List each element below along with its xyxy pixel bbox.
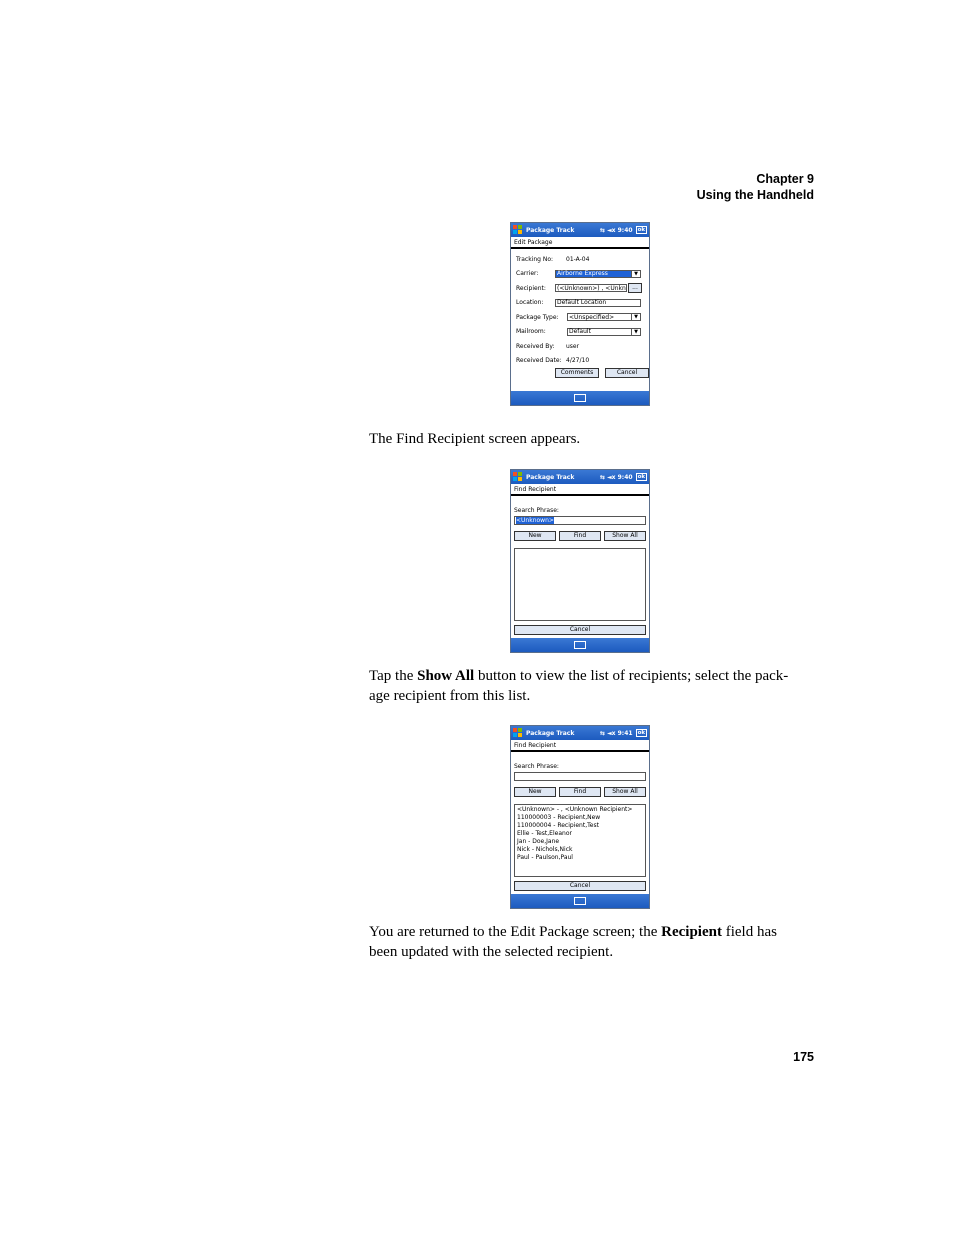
ok-button[interactable]: ok [637,227,645,233]
new-button[interactable]: New [514,787,556,797]
action-buttons [555,368,649,378]
carrier-label: Carrier: [516,270,539,278]
search-value: <Unknown> [516,517,554,524]
search-buttons [511,525,649,541]
page-number: 175 [793,1050,814,1064]
tracking-label: Tracking No: [516,255,554,263]
search-input[interactable] [514,772,646,781]
find-button[interactable]: Find [559,531,601,541]
p3-line-2: been updated with the selected recipient. [369,943,614,960]
package-type-value: <Unspecified> [569,313,615,321]
bottom-bar [511,894,649,908]
list-item[interactable]: 110000003 - Recipient,New [517,814,601,821]
new-button[interactable]: New [514,531,556,541]
received-date-label: Received Date: [516,357,562,365]
bottom-bar [511,391,649,405]
recipient-list[interactable] [514,804,646,877]
received-by-row [511,339,649,354]
chapter-label: Chapter 9 [756,172,814,186]
title-bar [511,223,649,237]
list-item[interactable]: Paul - Paulson,Paul [517,854,573,861]
search-buttons [511,781,649,797]
status-indicators: ⇆ ◄x 9:40 [599,226,633,234]
p3-text-end: field has [721,924,777,940]
search-label: Search Phrase: [514,763,559,770]
package-type-dropdown[interactable] [567,313,641,321]
app-title: Package Track [526,473,575,481]
keyboard-icon[interactable] [574,641,586,649]
mailroom-label: Mailroom: [516,328,546,336]
find-button[interactable]: Find [559,787,601,797]
carrier-row [511,267,649,282]
p2-line-2: age recipient from this list. [369,687,531,704]
search-input[interactable] [514,516,646,525]
app-title: Package Track [526,729,575,737]
cancel-button[interactable]: Cancel [605,368,649,378]
mailroom-row [511,325,649,340]
chevron-down-icon: ▼ [631,271,640,277]
package-type-label: Package Type: [516,313,559,321]
paragraph-1: The Find Recipient screen appears. [369,431,581,447]
running-header [697,171,814,203]
carrier-value: Airborne Express [557,270,608,278]
mailroom-value: Default [569,328,591,336]
form-title: Edit Package [511,237,649,249]
list-item[interactable]: Nick - Nichols,Nick [517,846,573,853]
p2-bold: Show All [417,668,475,684]
edit-package-screenshot [510,222,650,406]
chevron-down-icon: ▼ [631,314,640,320]
comments-button[interactable]: Comments [555,368,599,378]
show-all-button[interactable]: Show All [604,531,646,541]
find-recipient-screenshot [510,469,650,653]
recipient-field[interactable] [555,284,627,292]
recipient-list[interactable] [514,548,646,621]
windows-start-icon[interactable] [513,472,523,482]
windows-start-icon[interactable] [513,728,523,738]
status-indicators: ⇆ ◄x 9:40 [599,473,633,481]
title-bar [511,726,649,740]
location-label: Location: [516,299,544,307]
chevron-down-icon: ▼ [631,329,640,335]
tracking-row [511,252,649,267]
cancel-button[interactable]: Cancel [514,881,646,891]
mailroom-dropdown[interactable] [567,328,641,336]
recipient-list-screenshot [510,725,650,909]
location-row [511,296,649,311]
received-date-value: 4/27/10 [566,357,590,365]
received-by-value: user [566,342,580,350]
ok-button[interactable]: ok [637,730,645,736]
paragraph-2 [369,667,809,706]
ok-button[interactable]: ok [637,474,645,480]
carrier-dropdown[interactable] [555,270,641,278]
tracking-value: 01-A-04 [566,255,590,263]
recipient-row [511,281,649,296]
form-title: Find Recipient [511,740,649,752]
recipient-value: (<Unknown>) , <Unkn [557,284,626,292]
p3-text-start: You are returned to the Edit Package screen; the [369,924,662,940]
section-label: Using the Handheld [696,188,814,202]
keyboard-icon[interactable] [574,394,586,402]
list-item[interactable]: <Unknown> - , <Unknown Recipient> [517,806,633,813]
list-item[interactable]: 110000004 - Recipient,Test [517,822,599,829]
title-bar [511,470,649,484]
status-indicators: ⇆ ◄x 9:41 [599,729,633,737]
search-label: Search Phrase: [514,507,559,514]
app-title: Package Track [526,226,575,234]
location-field[interactable] [555,299,641,307]
show-all-button[interactable]: Show All [604,787,646,797]
cancel-button[interactable]: Cancel [514,625,646,635]
list-item[interactable]: Jan - Doe,Jane [517,838,560,845]
p3-bold: Recipient [661,924,722,940]
windows-start-icon[interactable] [513,225,523,235]
p2-text-end: button to view the list of recipients; select the pack- [474,668,789,684]
received-by-label: Received By: [516,342,555,350]
bottom-bar [511,638,649,652]
location-value: Default Location [557,299,607,307]
list-item[interactable]: Ellie - Test,Eleanor [517,830,572,837]
paragraph-3 [369,923,809,962]
form-title: Find Recipient [511,484,649,496]
keyboard-icon[interactable] [574,897,586,905]
package-type-row [511,310,649,325]
recipient-browse-button[interactable]: ... [628,283,642,293]
received-date-row [511,354,649,369]
recipient-label: Recipient: [516,284,546,292]
p2-text-start: Tap the [369,668,418,684]
